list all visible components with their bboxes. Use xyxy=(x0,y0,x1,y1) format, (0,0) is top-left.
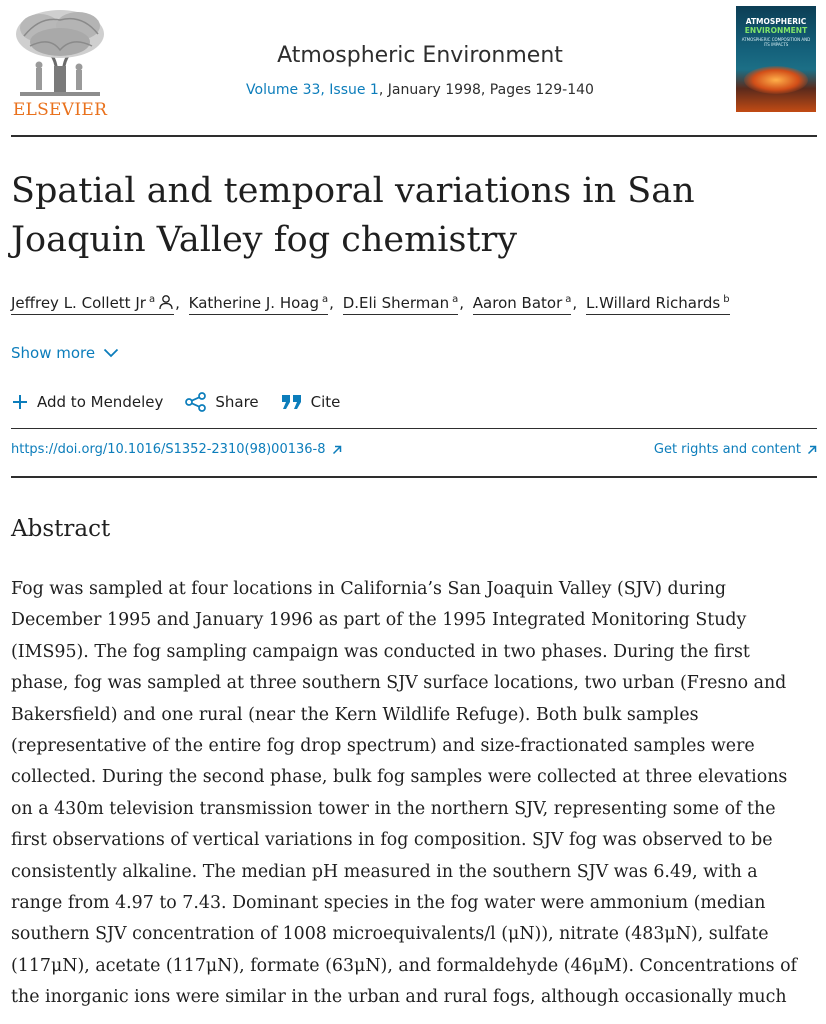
author-link[interactable] xyxy=(11,294,174,315)
abstract-line: phase, fog was sampled at three southern SJV surface locations, two urban (Fresno and xyxy=(11,673,787,694)
author-name: L.Willard Richards xyxy=(585,294,721,312)
journal-date-pages: , January 1998, Pages 129-140 xyxy=(378,82,594,98)
author-list xyxy=(11,294,817,315)
actions-divider xyxy=(11,428,817,429)
author-affiliation: b xyxy=(723,294,730,305)
abstract-line: on a 430m television transmission tower in the northern SJV, representing some of the xyxy=(11,798,776,819)
cite-button[interactable] xyxy=(281,393,341,411)
author-name: Katherine J. Hoag xyxy=(188,294,319,312)
arrow-up-right-icon xyxy=(807,445,817,455)
abstract-line: range from 4.97 to 7.43. Dominant species in the fog water were ammonium (median xyxy=(11,893,766,914)
author-affiliation: a xyxy=(148,294,156,305)
author-separator: , xyxy=(329,294,334,312)
share-icon xyxy=(185,392,207,412)
elsevier-tree-logo xyxy=(10,6,110,98)
cover-subtitle: ATMOSPHERIC COMPOSITION AND ITS IMPACTS xyxy=(741,37,811,47)
author-name: Jeffrey L. Collett Jr xyxy=(11,294,146,312)
journal-cover[interactable] xyxy=(736,6,816,112)
doi-link[interactable] xyxy=(11,442,342,457)
cover-title-line1: ATMOSPHERIC xyxy=(745,17,807,26)
author-separator: , xyxy=(459,294,464,312)
abstract-text xyxy=(11,574,821,1014)
abstract-line: first observations of vertical variations in fog composition. SJV fog was observed to be xyxy=(11,830,773,851)
get-rights-text: Get rights and content xyxy=(653,442,801,457)
plus-icon xyxy=(11,393,29,411)
author-link[interactable] xyxy=(343,294,459,315)
show-more-label: Show more xyxy=(11,344,96,362)
article-title: Spatial and temporal variations in San Joaquin Valley fog chemistry xyxy=(11,171,695,260)
abstract-line: the inorganic ions were similar in the urban and rural fogs, although occasionally much xyxy=(11,987,787,1008)
chevron-down-icon xyxy=(103,348,119,358)
author-name: D.Eli Sherman xyxy=(342,294,450,312)
abstract-line: December 1995 and January 1996 as part of the 1995 Integrated Monitoring Study xyxy=(11,610,747,631)
add-to-mendeley-label: Add to Mendeley xyxy=(37,393,164,411)
header-divider xyxy=(11,135,817,137)
article-actions xyxy=(11,392,362,412)
share-button[interactable] xyxy=(185,392,258,412)
abstract-line: Fog was sampled at four locations in California’s San Joaquin Valley (SJV) during xyxy=(11,579,727,599)
author-name: Aaron Bator xyxy=(472,294,563,312)
quote-icon xyxy=(281,394,303,410)
author-affiliation: a xyxy=(565,294,572,305)
add-to-mendeley-button[interactable] xyxy=(11,393,163,411)
abstract-line: southern SJV concentration of 1008 microequivalents/l (μN)), nitrate (483μN), sulfate xyxy=(11,924,769,945)
show-more-button[interactable] xyxy=(11,344,119,362)
author-separator: , xyxy=(175,294,180,312)
elsevier-wordmark: ELSEVIER xyxy=(12,100,108,120)
arrow-up-right-icon xyxy=(332,445,342,455)
author-link[interactable] xyxy=(189,294,329,315)
cover-title-line2: ENVIRONMENT xyxy=(744,26,808,35)
journal-meta xyxy=(130,82,710,98)
cite-label: Cite xyxy=(310,393,341,411)
doi-text: https://doi.org/10.1016/S1352-2310(98)00136-8 xyxy=(11,442,326,457)
doi-divider xyxy=(11,476,817,478)
abstract-line: (representative of the entire fog drop spectrum) and size-fractionated samples were xyxy=(11,736,755,757)
abstract-line: collected. During the second phase, bulk fog samples were collected at three elevations xyxy=(11,767,788,788)
abstract-line: Bakersfield) and one rural (near the Kern Wildlife Refuge). Both bulk samples xyxy=(11,704,699,725)
elsevier-logo[interactable] xyxy=(10,6,110,120)
cover-image xyxy=(744,66,808,94)
person-icon xyxy=(158,294,174,310)
get-rights-link[interactable] xyxy=(654,442,817,457)
author-separator: , xyxy=(572,294,578,312)
abstract-heading: Abstract xyxy=(11,516,111,542)
abstract-line: (117μN), acetate (117μN), formate (63μN), and formaldehyde (46μM). Concentrations of xyxy=(11,955,797,976)
abstract-line: consistently alkaline. The median pH measured in the southern SJV was 6.49, with a xyxy=(11,861,758,882)
author-link[interactable] xyxy=(473,294,572,315)
share-label: Share xyxy=(215,393,259,411)
journal-title[interactable]: Atmospheric Environment xyxy=(277,43,563,68)
author-affiliation: a xyxy=(322,294,329,305)
author-affiliation: a xyxy=(452,294,459,305)
volume-issue-link[interactable]: Volume 33, Issue 1 xyxy=(246,82,379,98)
abstract-line: (IMS95). The fog sampling campaign was conducted in two phases. During the first xyxy=(11,641,750,662)
author-link[interactable] xyxy=(586,294,730,315)
